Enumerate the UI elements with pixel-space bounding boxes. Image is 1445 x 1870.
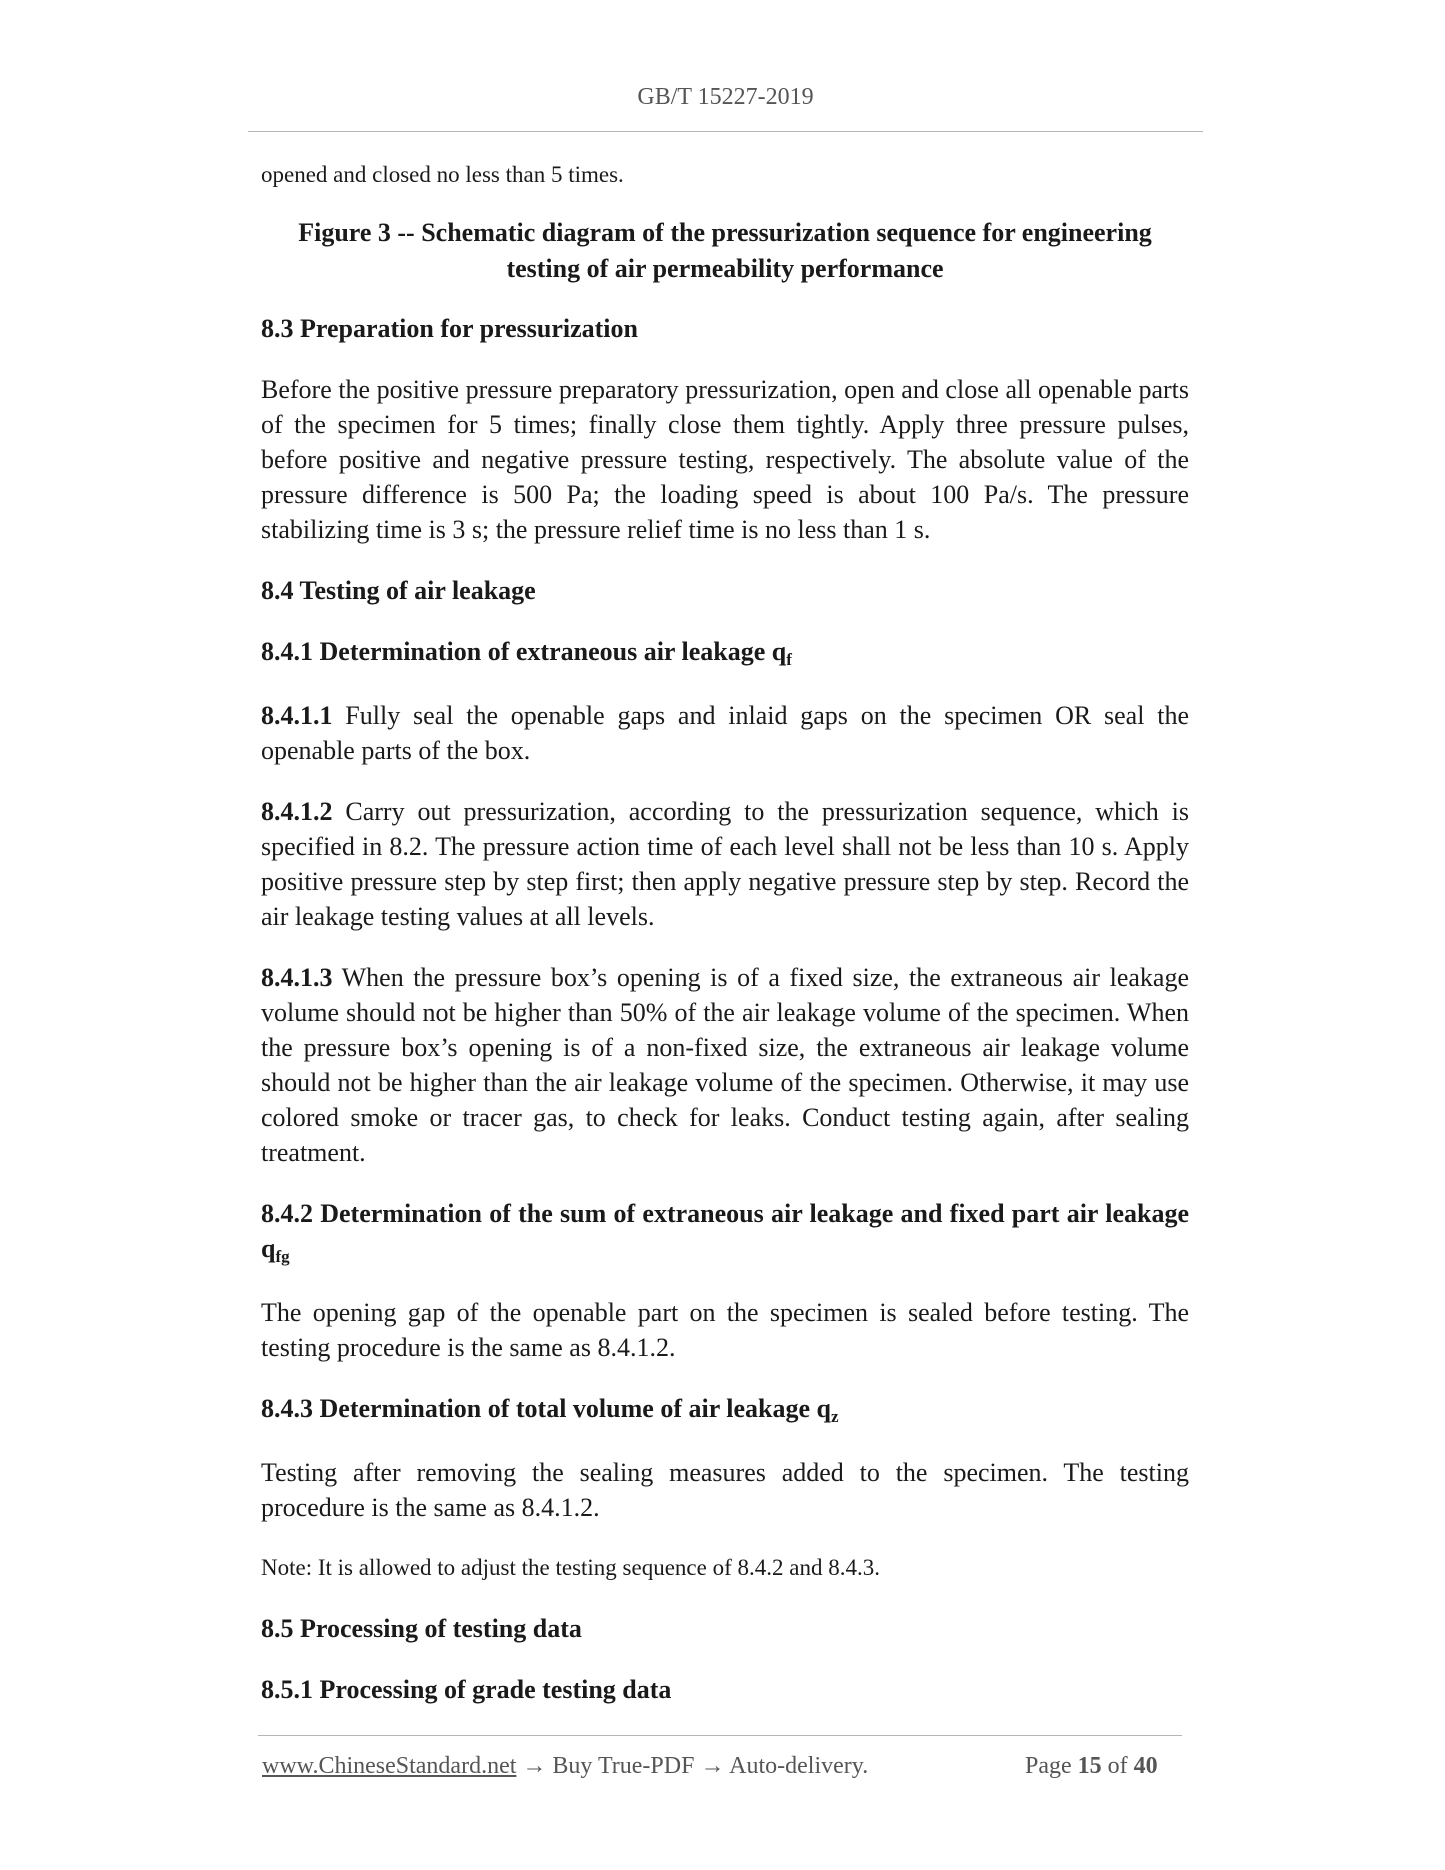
auto-delivery-text: Auto-delivery. bbox=[729, 1753, 869, 1779]
section-8-3-text: Before the positive pressure preparatory pressurization, open and close all openable parts of the specimen for 5 times; finally close them tightly. Apply three pressure pulses, before positive and negative pressure testing, respectively. The absolute value of the pressure difference is 500 Pa; the loading speed is about 100 Pa/s. The pressure stabilizing time is 3 s; the pressure relief time is no less than 1 s. bbox=[261, 375, 1189, 544]
section-8-5-heading: 8.5 Processing of testing data bbox=[261, 1614, 582, 1643]
clause-8-4-1-3-number: 8.4.1.3 bbox=[261, 963, 333, 992]
of-label: of bbox=[1107, 1753, 1128, 1779]
section-8-4-2-heading bbox=[261, 1196, 1189, 1269]
clause-8-4-1-2 bbox=[261, 794, 1189, 934]
page-total: 40 bbox=[1133, 1753, 1158, 1779]
website-link[interactable]: www.ChineseStandard.net bbox=[262, 1753, 517, 1779]
footer-promo bbox=[262, 1753, 868, 1780]
clause-8-4-1-2-number: 8.4.1.2 bbox=[261, 797, 333, 826]
footer-divider bbox=[258, 1735, 1182, 1736]
intro-line: opened and closed no less than 5 times. bbox=[261, 162, 624, 187]
arrow-right-icon: → bbox=[516, 1753, 553, 1779]
page-header: GB/T 15227-2019 bbox=[637, 84, 814, 110]
figure-caption-line1: Figure 3 -- Schematic diagram of the pressurization sequence for engineering bbox=[298, 218, 1152, 247]
buy-true-pdf-text: Buy True-PDF bbox=[552, 1753, 695, 1779]
section-8-4-1-subscript: f bbox=[786, 650, 792, 669]
note: Note: It is allowed to adjust the testing sequence of 8.4.2 and 8.4.3. bbox=[261, 1555, 880, 1580]
section-8-4-3-subscript: z bbox=[831, 1407, 839, 1426]
clause-8-4-1-2-text: Carry out pressurization, according to the pressurization sequence, which is specified in 8.2. The pressure action time of each level shall not be less than 10 s. Apply positive pressure step by step first; then apply negative pressure step by step. Record the air leakage testing values at all levels. bbox=[261, 797, 1189, 931]
section-8-4-2-text: The opening gap of the openable part on the specimen is sealed before testing. The testing procedure is the same as 8.4.1.2. bbox=[261, 1298, 1189, 1362]
page-content bbox=[261, 160, 1189, 1707]
section-8-4-3-heading-text: 8.4.3 Determination of total volume of air leakage q bbox=[261, 1394, 831, 1423]
clause-8-4-1-1-number: 8.4.1.1 bbox=[261, 701, 333, 730]
clause-8-4-1-1 bbox=[261, 698, 1189, 768]
section-8-4-2-heading-text: 8.4.2 Determination of the sum of extraneous air leakage and fixed part air leakage q bbox=[261, 1199, 1189, 1263]
clause-8-4-1-3 bbox=[261, 960, 1189, 1170]
page-label: Page bbox=[1025, 1753, 1072, 1779]
header-divider bbox=[248, 131, 1203, 132]
page-indicator bbox=[1025, 1753, 1158, 1780]
section-8-3-heading: 8.3 Preparation for pressurization bbox=[261, 314, 638, 343]
section-8-4-3-heading bbox=[261, 1391, 1189, 1429]
figure-caption-line2: testing of air permeability performance bbox=[506, 254, 944, 283]
section-8-4-2-subscript: fg bbox=[275, 1247, 290, 1266]
section-8-5-1-heading: 8.5.1 Processing of grade testing data bbox=[261, 1675, 672, 1704]
section-8-4-3-text: Testing after removing the sealing measures added to the specimen. The testing procedure is the same as 8.4.1.2. bbox=[261, 1458, 1189, 1522]
section-8-4-1-heading-text: 8.4.1 Determination of extraneous air leakage q bbox=[261, 637, 787, 666]
page-number: 15 bbox=[1077, 1753, 1102, 1779]
clause-8-4-1-1-text: Fully seal the openable gaps and inlaid gaps on the specimen OR seal the openable parts of the box. bbox=[261, 701, 1189, 765]
section-8-4-1-heading bbox=[261, 634, 1189, 672]
section-8-4-heading: 8.4 Testing of air leakage bbox=[261, 576, 536, 605]
clause-8-4-1-3-text: When the pressure box’s opening is of a fixed size, the extraneous air leakage volume should not be higher than 50% of the air leakage volume of the specimen. When the pressure box’s opening is of a non-fixed size, the extraneous air leakage volume should not be higher than the air leakage volume of the specimen. Otherwise, it may use colored smoke or tracer gas, to check for leaks. Conduct testing again, after sealing treatment. bbox=[261, 963, 1189, 1167]
arrow-right-icon: → bbox=[694, 1753, 730, 1779]
figure-caption bbox=[261, 215, 1189, 287]
